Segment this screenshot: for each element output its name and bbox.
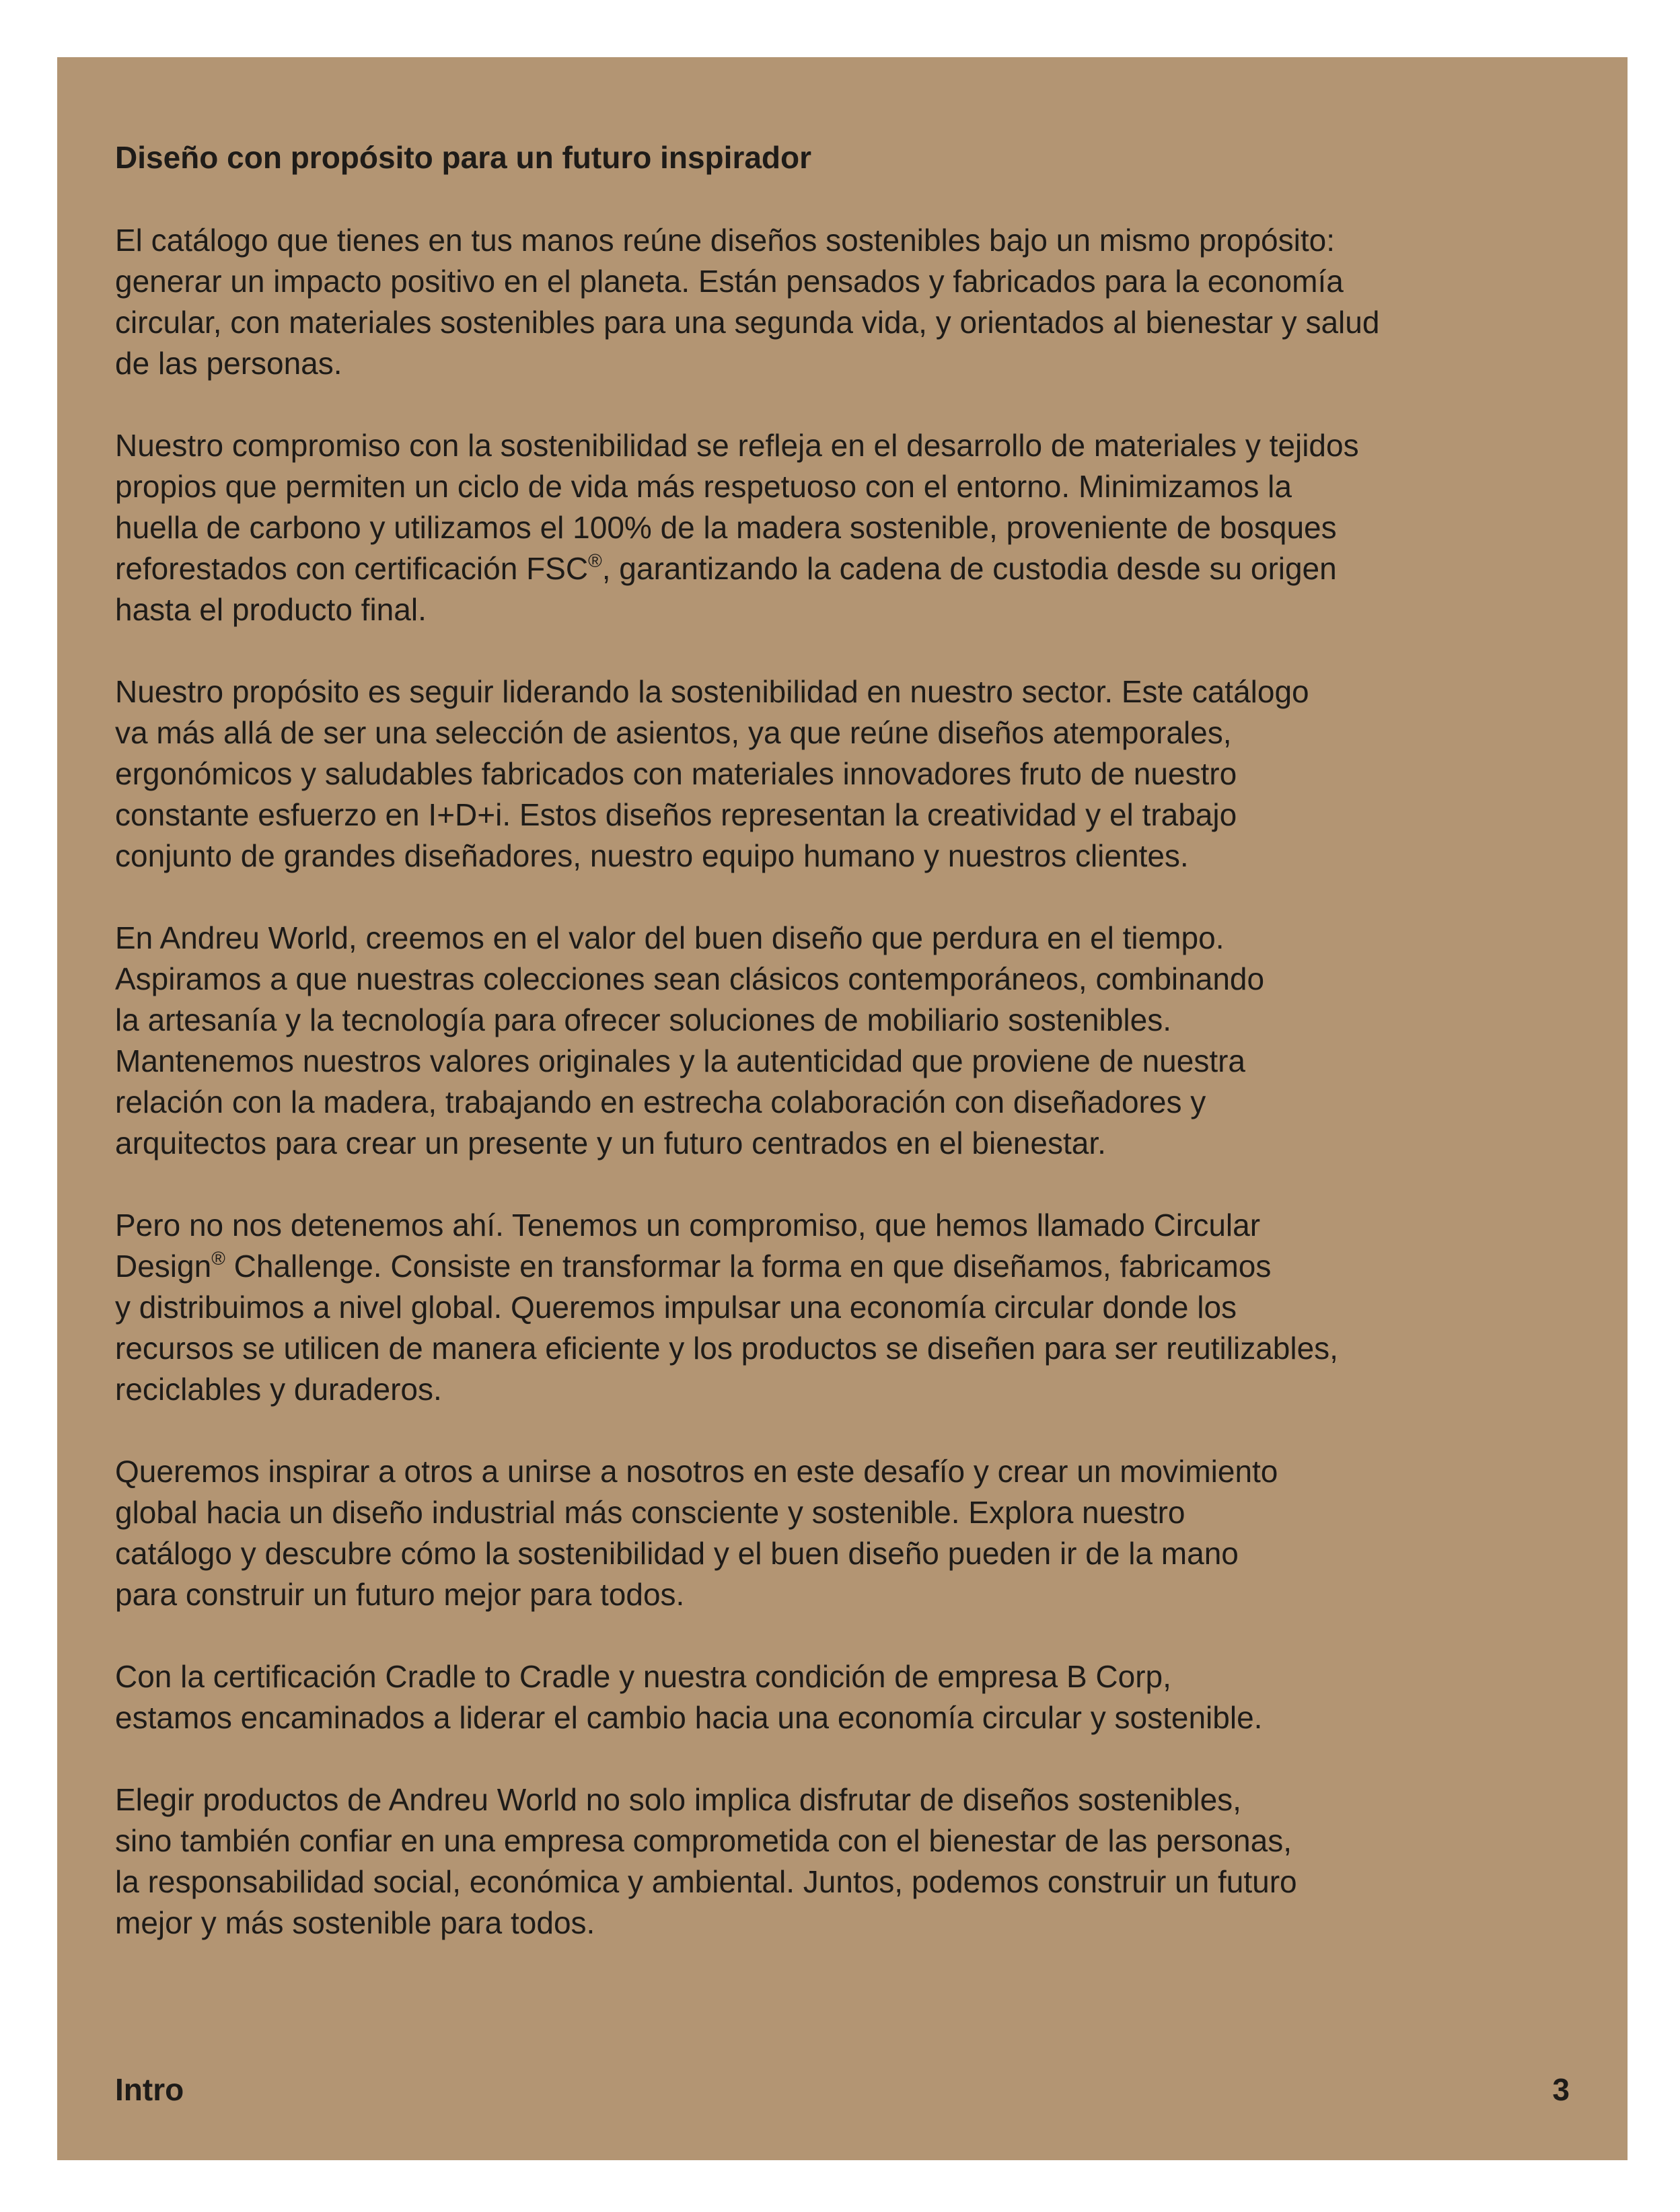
paragraph-line: huella de carbono y utilizamos el 100% de la madera sostenible, proveniente de bosques [115, 510, 1337, 545]
paragraph-line: Aspiramos a que nuestras colecciones sean clásicos contemporáneos, combinando [115, 961, 1265, 996]
paragraph-line: Con la certificación Cradle to Cradle y nuestra condición de empresa B Corp, [115, 1659, 1171, 1694]
paragraph-line: catálogo y descubre cómo la sostenibilidad y el buen diseño pueden ir de la mano [115, 1536, 1239, 1571]
paragraph-line: Mantenemos nuestros valores originales y la autenticidad que proviene de nuestra [115, 1043, 1246, 1078]
paragraph-line: Queremos inspirar a otros a unirse a nosotros en este desafío y crear un movimiento [115, 1454, 1278, 1489]
paragraph-line: hasta el producto final. [115, 592, 427, 627]
fsc-text: reforestados con certificación FSC [115, 551, 589, 586]
paragraph-line: recursos se utilicen de manera eficiente y los productos se diseñen para ser reutilizables, [115, 1331, 1338, 1366]
paragraph-line: constante esfuerzo en I+D+i. Estos diseños representan la creatividad y el trabajo [115, 797, 1237, 832]
paragraph-line: mejor y más sostenible para todos. [115, 1905, 595, 1940]
paragraph-line: y distribuimos a nivel global. Queremos impulsar una economía circular donde los [115, 1290, 1237, 1325]
paragraph-line: sino también confiar en una empresa comprometida con el bienestar de las personas, [115, 1823, 1292, 1858]
paragraph-commitment [115, 425, 1582, 630]
paragraph-line: global hacia un diseño industrial más consciente y sostenible. Explora nuestro [115, 1495, 1185, 1530]
paragraph-line: El catálogo que tienes en tus manos reúne diseños sostenibles bajo un mismo propósito: [115, 223, 1335, 258]
paragraph-line: conjunto de grandes diseñadores, nuestro equipo humano y nuestros clientes. [115, 838, 1189, 873]
registered-mark: ® [588, 550, 602, 571]
paragraph-line: la responsabilidad social, económica y ambiental. Juntos, podemos construir un futuro [115, 1864, 1297, 1899]
paragraph-line: va más allá de ser una selección de asientos, ya que reúne diseños atemporales, [115, 715, 1232, 750]
paragraph-andreu-world [115, 918, 1582, 1164]
paragraph-line [115, 1246, 1582, 1287]
paragraph-line: propios que permiten un ciclo de vida más respetuoso con el entorno. Minimizamos la [115, 469, 1292, 504]
paragraph-certification [115, 1656, 1582, 1738]
page-heading: Diseño con propósito para un futuro inspirador [115, 140, 812, 175]
paragraph-line: reciclables y duraderos. [115, 1372, 442, 1407]
paragraph-line: generar un impacto positivo en el planeta. Están pensados y fabricados para la economía [115, 264, 1344, 299]
footer-page-number: 3 [1552, 2072, 1570, 2107]
paragraph-line: la artesanía y la tecnología para ofrecer soluciones de mobiliario sostenibles. [115, 1002, 1171, 1037]
paragraph-line: Pero no nos detenemos ahí. Tenemos un compromiso, que hemos llamado Circular [115, 1208, 1261, 1243]
paragraph-line: arquitectos para crear un presente y un futuro centrados en el bienestar. [115, 1126, 1106, 1160]
paragraph-inspire [115, 1451, 1582, 1615]
paragraph-line: Elegir productos de Andreu World no solo implica disfrutar de diseños sostenibles, [115, 1782, 1241, 1817]
design-text-after: Challenge. Consiste en transformar la forma en que diseñamos, fabricamos [225, 1249, 1272, 1284]
paragraph-choose [115, 1779, 1582, 1944]
footer-section-label: Intro [115, 2072, 184, 2107]
paragraph-line: para construir un futuro mejor para todos. [115, 1577, 685, 1612]
page-panel [57, 57, 1628, 2160]
paragraph-line: relación con la madera, trabajando en estrecha colaboración con diseñadores y [115, 1084, 1206, 1119]
paragraph-line [115, 548, 1582, 589]
paragraph-circular-design [115, 1205, 1582, 1410]
registered-mark: ® [211, 1248, 225, 1269]
paragraph-line: Nuestro compromiso con la sostenibilidad se refleja en el desarrollo de materiales y tejidos [115, 428, 1359, 463]
page-content [115, 137, 1582, 1985]
paragraph-line: de las personas. [115, 346, 342, 381]
paragraph-intro [115, 220, 1582, 384]
paragraph-line: estamos encaminados a liderar el cambio hacia una economía circular y sostenible. [115, 1700, 1263, 1735]
fsc-text-after: , garantizando la cadena de custodia desde su origen [601, 551, 1337, 586]
paragraph-line: En Andreu World, creemos en el valor del buen diseño que perdura en el tiempo. [115, 920, 1225, 955]
design-text: Design [115, 1249, 212, 1284]
paragraph-line: circular, con materiales sostenibles para una segunda vida, y orientados al bienestar y salud [115, 305, 1380, 340]
paragraph-purpose [115, 671, 1582, 877]
paragraph-line: Nuestro propósito es seguir liderando la sostenibilidad en nuestro sector. Este catálogo [115, 674, 1309, 709]
paragraph-line: ergonómicos y saludables fabricados con materiales innovadores fruto de nuestro [115, 756, 1237, 791]
